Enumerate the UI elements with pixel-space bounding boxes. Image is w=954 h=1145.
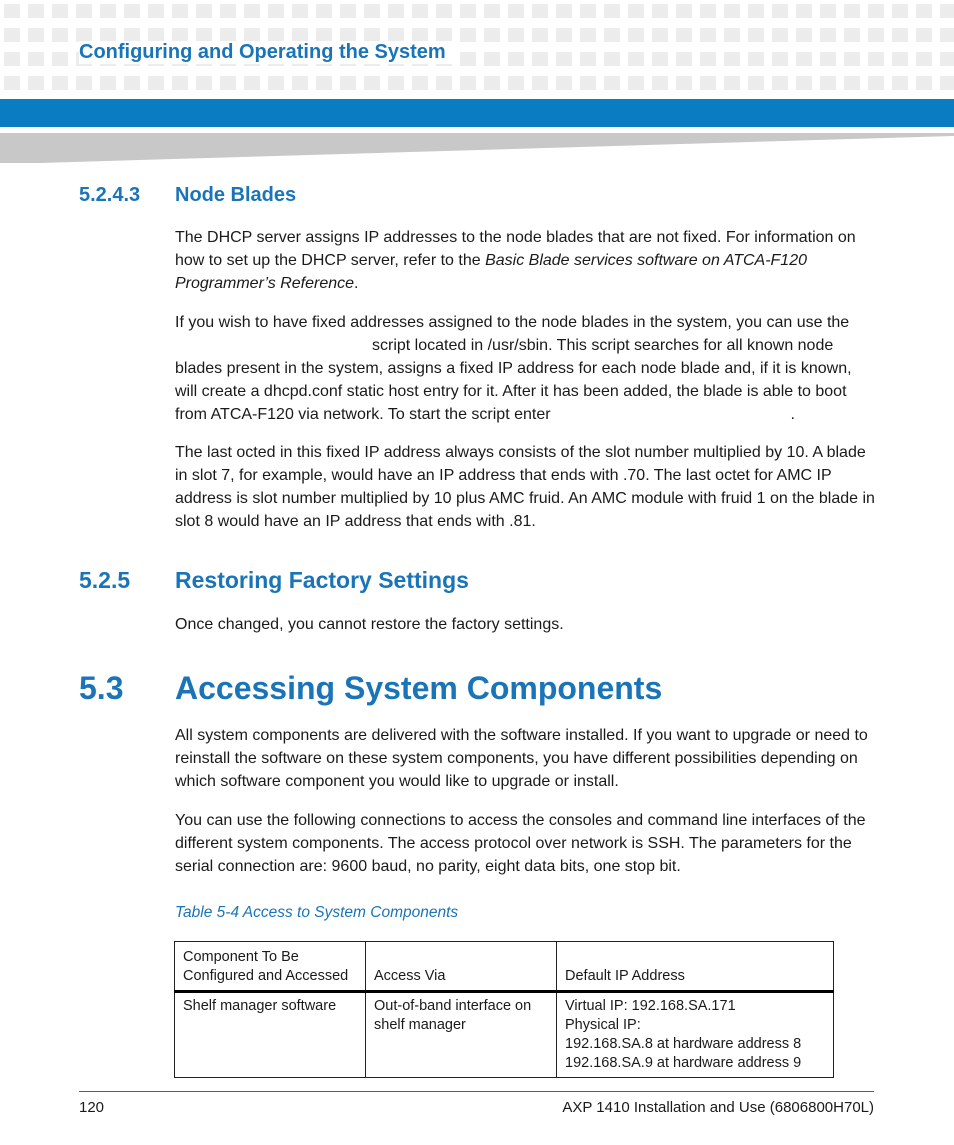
pattern-cell	[340, 4, 356, 18]
cell-access: Out-of-band interface on shelf manager	[366, 992, 557, 1078]
pattern-cell	[28, 4, 44, 18]
pattern-cell	[892, 76, 908, 90]
pattern-cell	[76, 28, 92, 42]
pattern-cell	[460, 76, 476, 90]
pattern-cell	[124, 4, 140, 18]
pattern-cell	[676, 76, 692, 90]
pattern-cell	[868, 28, 884, 42]
pattern-cell	[868, 52, 884, 66]
pattern-cell	[844, 4, 860, 18]
pattern-cell	[532, 28, 548, 42]
pattern-cell	[892, 52, 908, 66]
pattern-cell	[652, 28, 668, 42]
pattern-cell	[388, 76, 404, 90]
pattern-cell	[940, 4, 954, 18]
pattern-cell	[628, 76, 644, 90]
pattern-cell	[484, 76, 500, 90]
section-title: Restoring Factory Settings	[175, 567, 469, 593]
section-number: 5.2.4.3	[79, 184, 141, 206]
pattern-cell	[868, 4, 884, 18]
pattern-cell	[868, 76, 884, 90]
column-header-component: Component To Be Configured and Accessed	[175, 942, 366, 992]
pattern-cell	[748, 76, 764, 90]
pattern-cell	[460, 4, 476, 18]
pattern-cell	[124, 76, 140, 90]
header-blue-bar	[0, 99, 954, 127]
pattern-cell	[628, 4, 644, 18]
pattern-cell	[556, 28, 572, 42]
paragraph-line: If you wish to have fixed addresses assigned to the node blades in the system, you can use the	[175, 314, 850, 331]
pattern-cell	[916, 4, 932, 18]
pattern-cell	[316, 4, 332, 18]
pattern-cell	[580, 28, 596, 42]
pattern-cell	[364, 4, 380, 18]
table-header-row	[175, 942, 834, 992]
pattern-cell	[652, 4, 668, 18]
pattern-cell	[796, 4, 812, 18]
pattern-cell	[820, 28, 836, 42]
pattern-cell	[268, 76, 284, 90]
pattern-cell	[820, 4, 836, 18]
pattern-cell	[292, 4, 308, 18]
pattern-cell	[244, 28, 260, 42]
pattern-cell	[436, 76, 452, 90]
pattern-cell	[580, 52, 596, 66]
pattern-cell	[412, 76, 428, 90]
pattern-cell	[652, 52, 668, 66]
pattern-cell	[676, 28, 692, 42]
pattern-cell	[604, 28, 620, 42]
pattern-cell	[796, 52, 812, 66]
pattern-cell	[532, 4, 548, 18]
running-header-title: Configuring and Operating the System	[79, 41, 452, 64]
paragraph-line	[175, 403, 875, 426]
pattern-cell	[292, 76, 308, 90]
pattern-cell	[172, 76, 188, 90]
pattern-cell	[412, 4, 428, 18]
paragraph-line: script located in /usr/sbin. This script searches for all known node	[372, 337, 834, 354]
cell-component: Shelf manager software	[175, 992, 366, 1078]
pattern-cell	[652, 76, 668, 90]
pattern-cell	[460, 52, 476, 66]
pattern-cell	[700, 76, 716, 90]
pattern-cell	[52, 4, 68, 18]
pattern-cell	[196, 28, 212, 42]
pattern-cell	[724, 4, 740, 18]
pattern-cell	[844, 28, 860, 42]
paragraph-restore: Once changed, you cannot restore the factory settings.	[175, 616, 564, 633]
pattern-cell	[676, 4, 692, 18]
pattern-cell	[436, 28, 452, 42]
pattern-cell	[52, 52, 68, 66]
document-title: AXP 1410 Installation and Use (6806800H70L)	[562, 1099, 874, 1116]
paragraph-dhcp	[175, 226, 875, 295]
pattern-cell	[460, 28, 476, 42]
pattern-cell	[604, 76, 620, 90]
pattern-cell	[796, 76, 812, 90]
section-heading-5-2-5	[79, 567, 679, 597]
pattern-cell	[484, 4, 500, 18]
pattern-cell	[628, 52, 644, 66]
pattern-cell	[220, 28, 236, 42]
pattern-cell	[724, 76, 740, 90]
pattern-cell	[700, 28, 716, 42]
pattern-cell	[748, 28, 764, 42]
pattern-cell	[268, 4, 284, 18]
pattern-cell	[196, 76, 212, 90]
pattern-cell	[580, 4, 596, 18]
pattern-cell	[4, 28, 20, 42]
pattern-cell	[916, 28, 932, 42]
ip-line: Virtual IP: 192.168.SA.171	[565, 998, 736, 1014]
column-header-access: Access Via	[366, 942, 557, 992]
pattern-cell	[4, 4, 20, 18]
pattern-cell	[700, 52, 716, 66]
pattern-cell	[772, 52, 788, 66]
paragraph-line: will create a dhcpd.conf static host entry for it. After it has been added, the blade is able to boot	[175, 383, 847, 400]
pattern-cell	[940, 28, 954, 42]
pattern-cell	[532, 52, 548, 66]
pattern-cell	[388, 28, 404, 42]
pattern-cell	[604, 52, 620, 66]
paragraph-text: from ATCA-F120 via network. To start the script enter	[175, 406, 551, 423]
pattern-cell	[28, 52, 44, 66]
paragraph-line: blades present in the system, assigns a fixed IP address for each node blade and, if it is known,	[175, 360, 852, 377]
pattern-cell	[844, 76, 860, 90]
pattern-cell	[316, 28, 332, 42]
pattern-cell	[364, 28, 380, 42]
pattern-cell	[532, 76, 548, 90]
pattern-cell	[604, 4, 620, 18]
pattern-cell	[100, 4, 116, 18]
paragraph-connections: You can use the following connections to access the consoles and command line interfaces of the different system components. The access protocol over network is SSH. The parameters for the serial connection are: 9600 baud, no parity, eight data bits, one stop bit.	[175, 812, 866, 875]
pattern-cell	[844, 52, 860, 66]
pattern-cell	[364, 76, 380, 90]
pattern-cell	[124, 28, 140, 42]
section-heading-5-2-4-3	[79, 184, 679, 210]
section-number: 5.2.5	[79, 567, 131, 593]
section-title: Accessing System Components	[175, 670, 663, 706]
header-gray-wedge	[0, 133, 954, 163]
pattern-cell	[172, 4, 188, 18]
pattern-cell	[52, 76, 68, 90]
ip-line: Physical IP:	[565, 1017, 641, 1033]
pattern-cell	[676, 52, 692, 66]
pattern-cell	[484, 52, 500, 66]
pattern-cell	[340, 76, 356, 90]
pattern-cell	[556, 52, 572, 66]
pattern-cell	[556, 4, 572, 18]
pattern-cell	[748, 4, 764, 18]
reference-title: Basic Blade services software on ATCA-F120 Programmer’s Reference	[175, 252, 807, 292]
pattern-cell	[508, 4, 524, 18]
pattern-cell	[916, 76, 932, 90]
pattern-cell	[796, 28, 812, 42]
section-title: Node Blades	[175, 184, 297, 206]
pattern-cell	[76, 4, 92, 18]
pattern-cell	[772, 76, 788, 90]
pattern-cell	[316, 76, 332, 90]
pattern-cell	[916, 52, 932, 66]
pattern-cell	[244, 4, 260, 18]
pattern-cell	[172, 28, 188, 42]
pattern-cell	[244, 76, 260, 90]
pattern-cell	[820, 76, 836, 90]
pattern-cell	[508, 28, 524, 42]
page-number: 120	[79, 1099, 105, 1116]
pattern-cell	[772, 28, 788, 42]
pattern-cell	[700, 4, 716, 18]
pattern-cell	[220, 4, 236, 18]
pattern-cell	[724, 52, 740, 66]
pattern-cell	[484, 28, 500, 42]
pattern-cell	[772, 4, 788, 18]
pattern-cell	[148, 28, 164, 42]
paragraph-fixed-addresses	[175, 311, 875, 426]
pattern-cell	[508, 76, 524, 90]
pattern-cell	[820, 52, 836, 66]
pattern-cell	[52, 28, 68, 42]
pattern-cell	[940, 76, 954, 90]
table-caption: Table 5-4 Access to System Components	[175, 904, 459, 921]
pattern-cell	[28, 76, 44, 90]
pattern-cell	[100, 28, 116, 42]
section-number: 5.3	[79, 670, 124, 706]
ip-line: 192.168.SA.8 at hardware address 8	[565, 1036, 802, 1052]
pattern-cell	[436, 4, 452, 18]
pattern-cell	[508, 52, 524, 66]
pattern-cell	[4, 52, 20, 66]
access-components-table	[174, 941, 834, 1078]
pattern-cell	[28, 28, 44, 42]
cell-ip	[557, 992, 834, 1078]
paragraph-text: .	[790, 406, 795, 423]
pattern-cell	[412, 28, 428, 42]
pattern-cell	[556, 76, 572, 90]
pattern-cell	[580, 76, 596, 90]
pattern-cell	[100, 76, 116, 90]
pattern-cell	[148, 76, 164, 90]
paragraph-text: .	[354, 275, 359, 292]
pattern-cell	[340, 28, 356, 42]
pattern-cell	[220, 76, 236, 90]
footer-rule	[79, 1091, 874, 1092]
pattern-cell	[724, 28, 740, 42]
column-header-ip: Default IP Address	[557, 942, 834, 992]
paragraph-components-intro: All system components are delivered with the software installed. If you want to upgrade or need to reinstall the software on these system components, you have different possibilities depending on which software component you would like to upgrade or install.	[175, 727, 868, 790]
pattern-cell	[148, 4, 164, 18]
pattern-cell	[292, 28, 308, 42]
ip-line: 192.168.SA.9 at hardware address 9	[565, 1055, 802, 1071]
pattern-cell	[892, 4, 908, 18]
pattern-cell	[196, 4, 212, 18]
pattern-cell	[628, 28, 644, 42]
paragraph-text: The DHCP server assigns IP addresses to the node blades that are not fixed. For information on how to set up the DHCP server, refer to the	[175, 229, 856, 269]
pattern-cell	[940, 52, 954, 66]
pattern-cell	[76, 76, 92, 90]
section-heading-5-3	[79, 670, 779, 712]
pattern-cell	[388, 4, 404, 18]
pattern-cell	[748, 52, 764, 66]
pattern-cell	[268, 28, 284, 42]
table-row	[175, 992, 834, 1078]
pattern-cell	[4, 76, 20, 90]
paragraph-octet: The last octed in this fixed IP address always consists of the slot number multiplied by 10. A blade in slot 7, for example, would have an IP address that ends with .70. The last octet for AMC IP address is slot number multiplied by 10 plus AMC fruid. An AMC module with fruid 1 on the blade in slot 8 would have an IP address that ends with .81.	[175, 444, 875, 530]
pattern-cell	[892, 28, 908, 42]
